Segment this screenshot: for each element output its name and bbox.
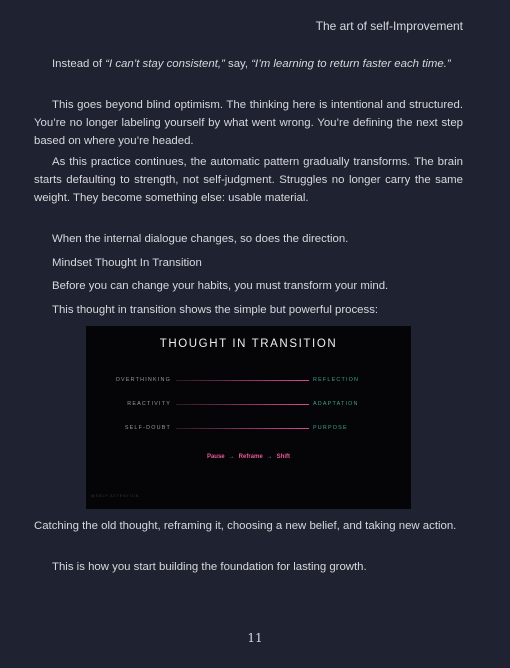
running-header: The art of self-Improvement xyxy=(315,19,463,33)
process-step-pause: Pause xyxy=(206,454,225,460)
process-steps xyxy=(86,454,411,460)
paragraph-pattern: As this practice continues, the automatic pattern gradually transforms. The brain starts defaulting to strength, not self-judgment. Struggles no longer carry the same weight. They become something else: usable material. xyxy=(34,156,463,204)
paragraph-mid: say, xyxy=(224,58,252,70)
paragraph-reframe-example xyxy=(34,55,463,73)
quote-old-thought: “I can’t stay consistent,” xyxy=(105,58,225,70)
paragraph-foundation: This is how you start building the foundation for lasting growth. xyxy=(52,561,367,573)
transition-line xyxy=(176,404,309,405)
row-from-label: OVERTHINKING xyxy=(115,377,171,383)
thought-transition-figure xyxy=(86,326,411,509)
paragraph-optimism: This goes beyond blind optimism. The thinking here is intentional and structured. You’re no longer labeling yourself by what went wrong. You’re defining the next step based on where you’re headed. xyxy=(34,99,463,147)
quote-new-thought: “I’m learning to return faster each time.” xyxy=(251,58,451,70)
paragraph-prefix: Instead of xyxy=(52,58,106,70)
figure-watermark: @SELF.ATTENTION xyxy=(91,494,140,498)
figure-title: THOUGHT IN TRANSITION xyxy=(159,338,338,350)
process-step-reframe: Reframe xyxy=(238,454,263,460)
row-from-label: REACTIVITY xyxy=(127,401,171,407)
paragraph-process-summary: Catching the old thought, reframing it, choosing a new belief, and taking new action. xyxy=(34,520,457,532)
paragraph-figure-intro: This thought in transition shows the simple but powerful process: xyxy=(52,304,379,316)
row-from-label: SELF-DOUBT xyxy=(124,425,171,431)
transition-line xyxy=(176,380,309,381)
row-to-label: ADAPTATION xyxy=(313,401,359,407)
arrow-right-icon: → xyxy=(266,454,273,460)
paragraph-dialogue: When the internal dialogue changes, so does the direction. xyxy=(52,233,349,245)
page-number: 11 xyxy=(247,631,263,645)
row-to-label: PURPOSE xyxy=(313,425,348,431)
transition-line xyxy=(176,428,309,429)
subheading-mindset: Mindset Thought In Transition xyxy=(52,257,202,269)
arrow-right-icon: → xyxy=(228,454,235,460)
paragraph-habits: Before you can change your habits, you must transform your mind. xyxy=(52,280,389,292)
row-to-label: REFLECTION xyxy=(313,377,360,383)
process-step-shift: Shift xyxy=(276,454,291,460)
